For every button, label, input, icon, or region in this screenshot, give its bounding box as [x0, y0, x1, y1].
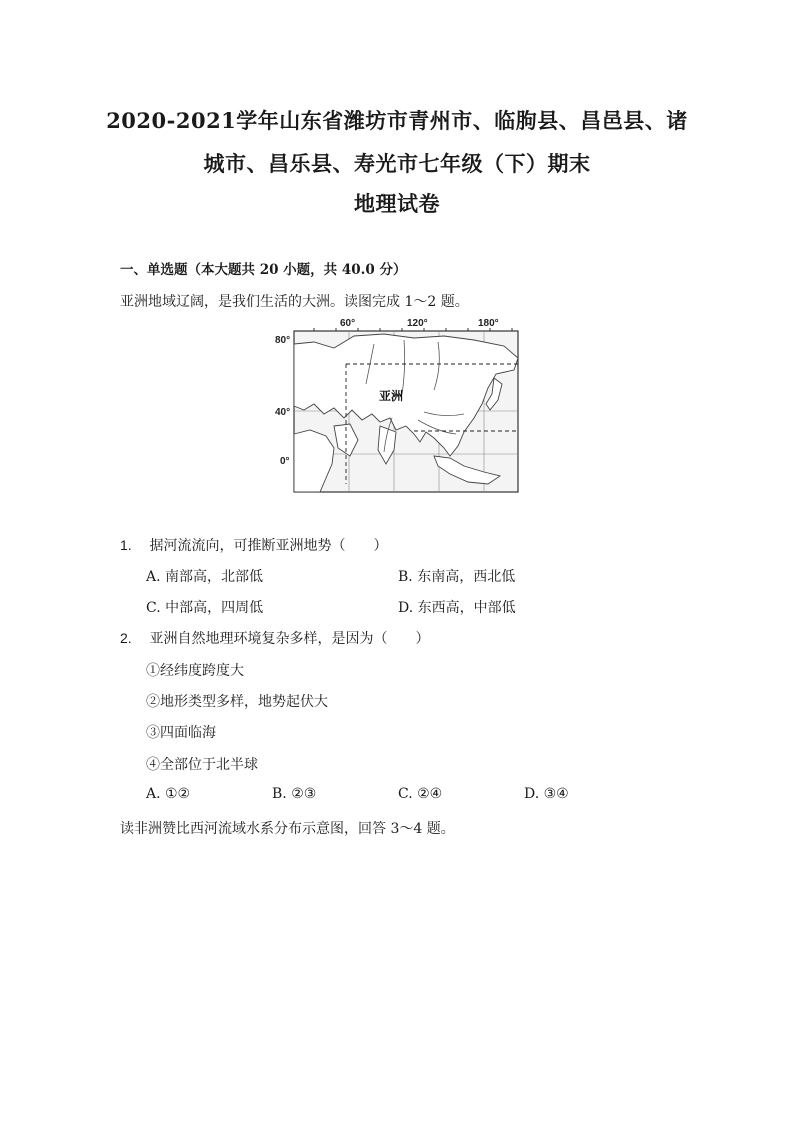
paper-title-line-3: 地理试卷 [354, 191, 440, 216]
question-2-option-a: A. ①② [146, 786, 191, 802]
question-1-option-c: C. 中部高，四周低 [146, 600, 264, 616]
question-2-statement-3: ③四面临海 [146, 725, 216, 741]
paper-title-line-1: 2020-2021学年山东省潍坊市青州市、临朐县、昌邑县、诸 [106, 108, 688, 133]
map-region-label: 亚洲 [379, 389, 404, 403]
question-number: 2. [120, 630, 132, 646]
map-longitude-label: 180° [478, 318, 499, 329]
question-text: 据河流流向，可推断亚洲地势（ ） [149, 538, 388, 554]
question-number: 1. [120, 537, 132, 553]
section-header: 一、单选题（本大题共 20 小题，共 40.0 分） [120, 262, 407, 278]
map-latitude-label: 0° [280, 456, 290, 467]
paper-title-line-2: 城市、昌乐县、寿光市七年级（下）期末 [203, 151, 591, 176]
map-latitude-label: 80° [275, 335, 291, 346]
question-2-statement-1: ①经纬度跨度大 [146, 663, 244, 679]
asia-map-figure [274, 314, 524, 498]
intro-text-2: 读非洲赞比西河流域水系分布示意图，回答 3～4 题。 [120, 821, 455, 837]
question-text: 亚洲自然地理环境复杂多样，是因为（ ） [149, 631, 430, 647]
map-longitude-label: 120° [407, 318, 428, 329]
question-2-option-b: B. ②③ [272, 786, 317, 802]
question-2-option-c: C. ②④ [398, 786, 443, 802]
question-2-statement-2: ②地形类型多样，地势起伏大 [146, 694, 328, 710]
question-2-stem [120, 628, 430, 648]
map-latitude-label: 40° [275, 407, 291, 418]
question-1-option-d: D. 东西高，中部低 [398, 600, 516, 616]
map-longitude-label: 60° [340, 318, 356, 329]
question-1-option-b: B. 东南高，西北低 [398, 569, 516, 585]
question-2-option-d: D. ③④ [524, 786, 569, 802]
question-1-option-a: A. 南部高，北部低 [146, 569, 264, 585]
question-2-statement-4: ④全部位于北半球 [146, 757, 258, 773]
question-1-stem [120, 535, 388, 555]
intro-text-1: 亚洲地域辽阔，是我们生活的大洲。读图完成 1～2 题。 [120, 294, 469, 310]
